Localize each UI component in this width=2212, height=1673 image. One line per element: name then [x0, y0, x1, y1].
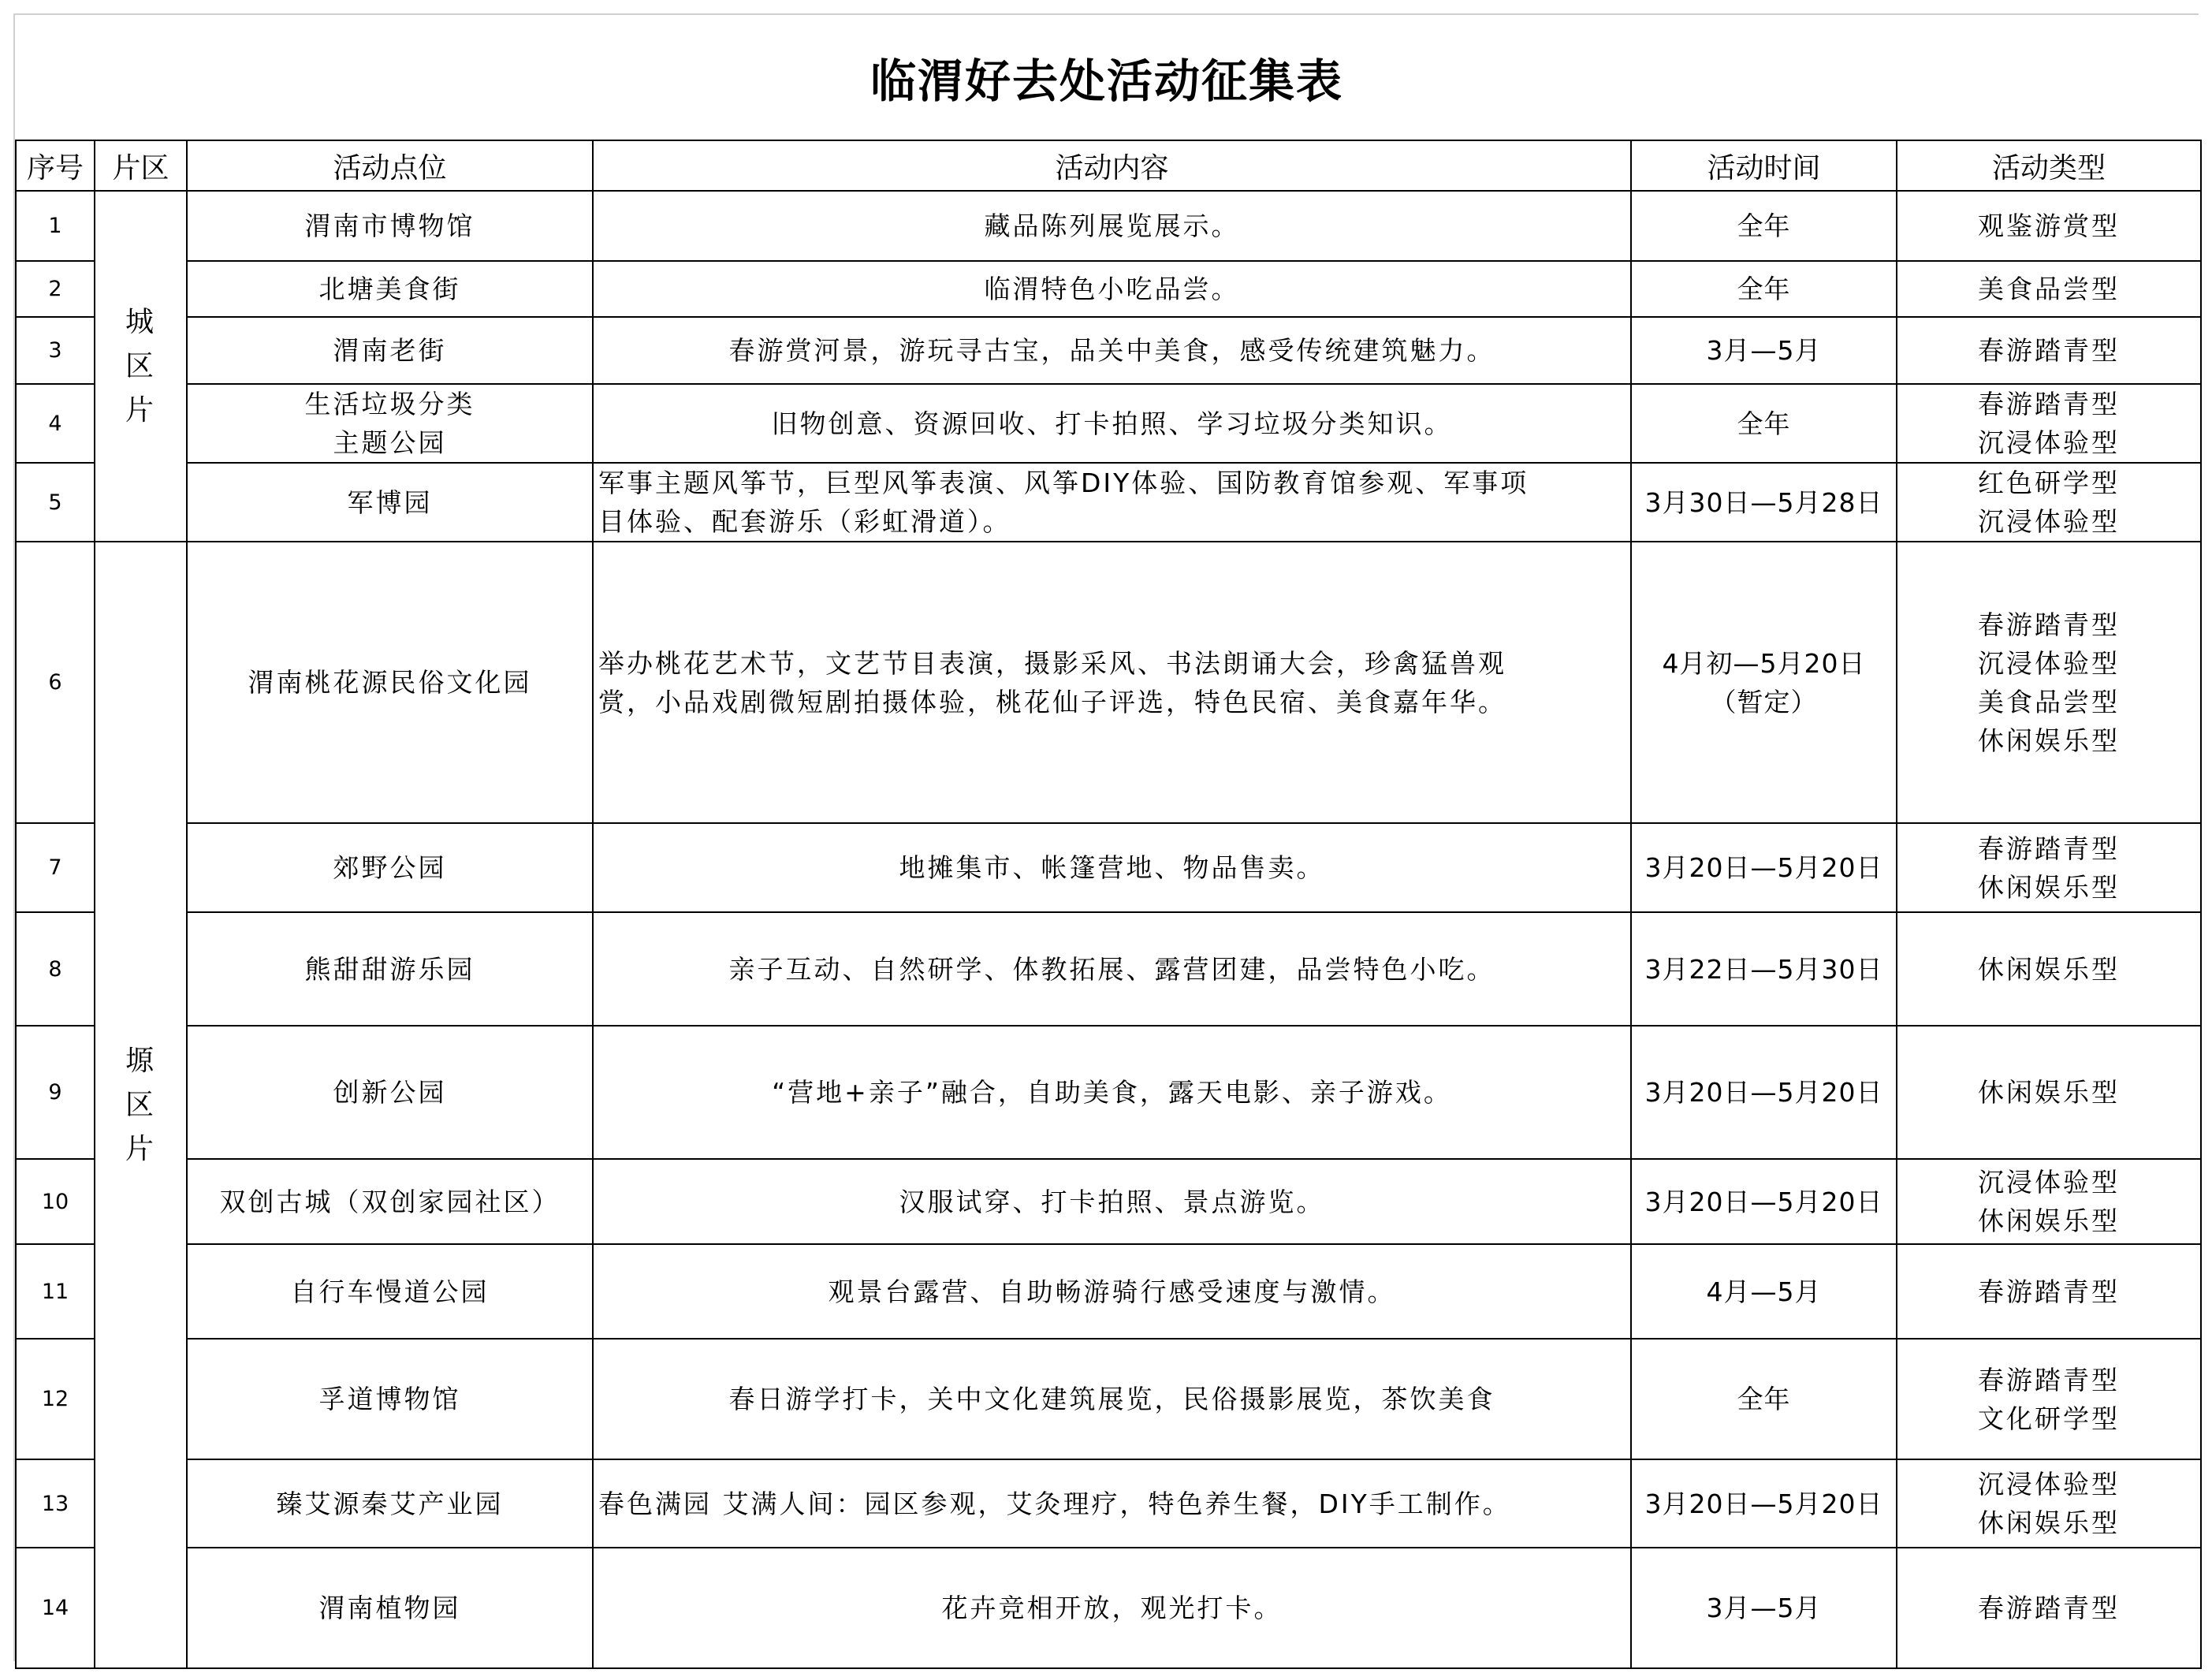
cell-venue: [187, 261, 593, 317]
table-row: [16, 542, 2201, 823]
time-line: 4月初—5月20日: [1662, 647, 1866, 679]
cell-venue: [187, 1459, 593, 1548]
cell-type: [1897, 1159, 2201, 1244]
district-chengqu: [95, 191, 187, 542]
cell-venue: [187, 1548, 593, 1668]
cell-time: [1631, 317, 1897, 384]
content-line: 赏，小品戏剧微短剧拍摄体验，桃花仙子评选，特色民宿、美食嘉年华。: [598, 686, 1506, 717]
table-row: [16, 1339, 2201, 1459]
content-line: 花卉竞相开放，观光打卡。: [941, 1593, 1283, 1623]
content-line: 亲子互动、自然研学、体教拓展、露营团建，品尝特色小吃。: [728, 953, 1495, 985]
cell-type: [1897, 912, 2201, 1026]
header-time: 活动时间: [1631, 140, 1897, 191]
cell-time: [1631, 823, 1897, 912]
cell-content: [593, 384, 1631, 463]
content-line: 军事主题风筝节，巨型风筝表演、风筝DIY体验、国防教育馆参观、军事项: [598, 468, 1529, 498]
cell-venue: [187, 191, 593, 261]
cell-type: [1897, 261, 2201, 317]
cell-content: [593, 317, 1631, 384]
cell-time: [1631, 542, 1897, 823]
content-line: 举办桃花艺术节，文艺节目表演，摄影采风、书法朗诵大会，珍禽猛兽观: [598, 647, 1506, 679]
time-line: 3月20日—5月20日: [1644, 1077, 1883, 1108]
type-line: 春游踏青型: [1978, 389, 2120, 419]
header-venue: 活动点位: [187, 140, 593, 191]
cell-content: [593, 1339, 1631, 1459]
time-line: 4月—5月: [1706, 1276, 1822, 1307]
header-district: 片区: [95, 140, 187, 191]
table-row: [16, 1159, 2201, 1244]
table-row: [16, 191, 2201, 261]
cell-content: [593, 1459, 1631, 1548]
cell-type: [1897, 1244, 2201, 1339]
venue-line: 双创古城（双创家园社区）: [219, 1186, 560, 1217]
cell-content: [593, 1026, 1631, 1159]
cell-seq: 9: [16, 1026, 95, 1159]
type-line: 休闲娱乐型: [1978, 1507, 2120, 1538]
type-line: 美食品尝型: [1978, 686, 2120, 717]
type-line: 休闲娱乐型: [1978, 1077, 2120, 1108]
spreadsheet: [13, 13, 2199, 1661]
type-line: 美食品尝型: [1978, 274, 2120, 304]
venue-line: 臻艾源秦艾产业园: [276, 1488, 504, 1519]
cell-type: [1897, 1339, 2201, 1459]
cell-seq: 2: [16, 261, 95, 317]
cell-venue: [187, 912, 593, 1026]
district-line: 城: [125, 305, 156, 338]
cell-time: [1631, 1026, 1897, 1159]
cell-type: [1897, 1548, 2201, 1668]
table-row: [16, 463, 2201, 542]
venue-line: 郊野公园: [333, 852, 447, 883]
venue-line: 主题公园: [333, 427, 447, 458]
time-line: 全年: [1737, 274, 1791, 304]
header-seq: 序号: [16, 140, 95, 191]
cell-seq: 6: [16, 542, 95, 823]
table-row: [16, 912, 2201, 1026]
header-type: 活动类型: [1897, 140, 2201, 191]
table-row: [16, 317, 2201, 384]
district-line: 区: [125, 349, 156, 382]
cell-venue: [187, 384, 593, 463]
venue-line: 渭南桃花源民俗文化园: [248, 667, 532, 698]
activity-table: [15, 140, 2202, 1669]
cell-time: [1631, 191, 1897, 261]
type-line: 观鉴游赏型: [1978, 211, 2120, 241]
district-line: 塬: [125, 1044, 156, 1077]
time-line: 全年: [1737, 408, 1791, 439]
time-line: 全年: [1737, 1384, 1791, 1414]
cell-time: [1631, 463, 1897, 542]
venue-line: 渭南市博物馆: [304, 211, 475, 241]
venue-line: 渭南老街: [333, 335, 447, 366]
content-line: 藏品陈列展览展示。: [984, 211, 1240, 241]
venue-line: 生活垃圾分类: [304, 389, 475, 419]
venue-line: 创新公园: [333, 1077, 447, 1108]
venue-line: 渭南植物园: [318, 1593, 461, 1623]
cell-content: [593, 261, 1631, 317]
venue-line: 北塘美食街: [318, 274, 461, 304]
cell-type: [1897, 1459, 2201, 1548]
content-line: 汉服试穿、打卡拍照、景点游览。: [899, 1186, 1325, 1217]
table-row: [16, 261, 2201, 317]
cell-venue: [187, 1244, 593, 1339]
cell-content: [593, 1159, 1631, 1244]
time-line: 3月22日—5月30日: [1644, 953, 1883, 985]
cell-content: [593, 542, 1631, 823]
cell-content: [593, 191, 1631, 261]
type-line: 春游踏青型: [1978, 1593, 2120, 1623]
time-line: 3月20日—5月20日: [1644, 1186, 1883, 1217]
cell-seq: 10: [16, 1159, 95, 1244]
type-line: 沉浸体验型: [1978, 647, 2120, 679]
time-line: 3月—5月: [1706, 1593, 1822, 1623]
table-row: [16, 1244, 2201, 1339]
cell-venue: [187, 1026, 593, 1159]
table-row: [16, 384, 2201, 463]
cell-time: [1631, 261, 1897, 317]
cell-seq: 14: [16, 1548, 95, 1668]
table-row: [16, 1459, 2201, 1548]
table-row: [16, 1026, 2201, 1159]
type-line: 春游踏青型: [1978, 1364, 2120, 1395]
cell-type: [1897, 463, 2201, 542]
type-line: 沉浸体验型: [1978, 1469, 2120, 1500]
cell-venue: [187, 463, 593, 542]
cell-venue: [187, 823, 593, 912]
venue-line: 军博园: [347, 486, 433, 518]
type-line: 休闲娱乐型: [1978, 953, 2120, 985]
venue-line: 熊甜甜游乐园: [304, 953, 475, 985]
cell-time: [1631, 384, 1897, 463]
time-line: 3月—5月: [1706, 335, 1822, 366]
cell-time: [1631, 912, 1897, 1026]
type-line: 沉浸体验型: [1978, 1167, 2120, 1198]
header-content: 活动内容: [593, 140, 1631, 191]
cell-content: [593, 463, 1631, 542]
cell-type: [1897, 384, 2201, 463]
content-line: 目体验、配套游乐（彩虹滑道）。: [598, 506, 1011, 537]
cell-venue: [187, 1339, 593, 1459]
cell-venue: [187, 1159, 593, 1244]
cell-seq: 7: [16, 823, 95, 912]
cell-type: [1897, 191, 2201, 261]
type-line: 红色研学型: [1978, 468, 2120, 498]
time-line: 3月20日—5月20日: [1644, 1488, 1883, 1519]
cell-content: [593, 1244, 1631, 1339]
cell-content: [593, 1548, 1631, 1668]
type-line: 春游踏青型: [1978, 833, 2120, 864]
header-row: [16, 140, 2201, 191]
cell-seq: 11: [16, 1244, 95, 1339]
time-line: 3月20日—5月20日: [1644, 852, 1883, 883]
cell-time: [1631, 1159, 1897, 1244]
type-line: 休闲娱乐型: [1978, 1205, 2120, 1236]
cell-content: [593, 912, 1631, 1026]
content-line: 旧物创意、资源回收、打卡拍照、学习垃圾分类知识。: [771, 408, 1453, 439]
cell-seq: 3: [16, 317, 95, 384]
district-line: 区: [125, 1088, 156, 1121]
cell-type: [1897, 542, 2201, 823]
type-line: 沉浸体验型: [1978, 427, 2120, 458]
type-line: 休闲娱乐型: [1978, 725, 2120, 756]
table-row: [16, 1548, 2201, 1668]
time-line: 3月30日—5月28日: [1644, 486, 1883, 518]
cell-venue: [187, 542, 593, 823]
cell-time: [1631, 1548, 1897, 1668]
cell-content: [593, 823, 1631, 912]
table-body: [16, 191, 2201, 1668]
type-line: 春游踏青型: [1978, 1276, 2120, 1307]
type-line: 春游踏青型: [1978, 609, 2120, 640]
content-line: 春日游学打卡，关中文化建筑展览，民俗摄影展览，茶饮美食: [728, 1384, 1495, 1414]
cell-seq: 13: [16, 1459, 95, 1548]
content-line: 观景台露营、自助畅游骑行感受速度与激情。: [828, 1276, 1396, 1307]
district-line: 片: [125, 1132, 156, 1165]
cell-type: [1897, 1026, 2201, 1159]
cell-seq: 12: [16, 1339, 95, 1459]
time-line: 全年: [1737, 211, 1791, 241]
cell-time: [1631, 1244, 1897, 1339]
time-line: （暂定）: [1710, 686, 1818, 717]
type-line: 沉浸体验型: [1978, 506, 2120, 537]
content-line: 春游赏河景，游玩寻古宝，品关中美食，感受传统建筑魅力。: [728, 335, 1495, 366]
type-line: 春游踏青型: [1978, 335, 2120, 366]
content-line: 地摊集市、帐篷营地、物品售卖。: [899, 852, 1325, 883]
cell-type: [1897, 317, 2201, 384]
venue-line: 自行车慢道公园: [290, 1276, 490, 1307]
content-line: 春色满园 艾满人间：园区参观，艾灸理疗，特色养生餐，DIY手工制作。: [598, 1488, 1511, 1519]
cell-seq: 1: [16, 191, 95, 261]
type-line: 休闲娱乐型: [1978, 871, 2120, 903]
type-line: 文化研学型: [1978, 1403, 2120, 1434]
cell-seq: 8: [16, 912, 95, 1026]
content-line: “营地+亲子”融合，自助美食，露天电影、亲子游戏。: [772, 1077, 1452, 1108]
district-line: 片: [125, 393, 156, 427]
cell-type: [1897, 823, 2201, 912]
cell-venue: [187, 317, 593, 384]
table-row: [16, 823, 2201, 912]
venue-line: 孚道博物馆: [318, 1384, 461, 1414]
content-line: 临渭特色小吃品尝。: [984, 274, 1240, 304]
district-yuanqu: [95, 542, 187, 1668]
cell-seq: 5: [16, 463, 95, 542]
cell-time: [1631, 1339, 1897, 1459]
cell-time: [1631, 1459, 1897, 1548]
cell-seq: 4: [16, 384, 95, 463]
page-title: 临渭好去处活动征集表: [870, 54, 1343, 108]
